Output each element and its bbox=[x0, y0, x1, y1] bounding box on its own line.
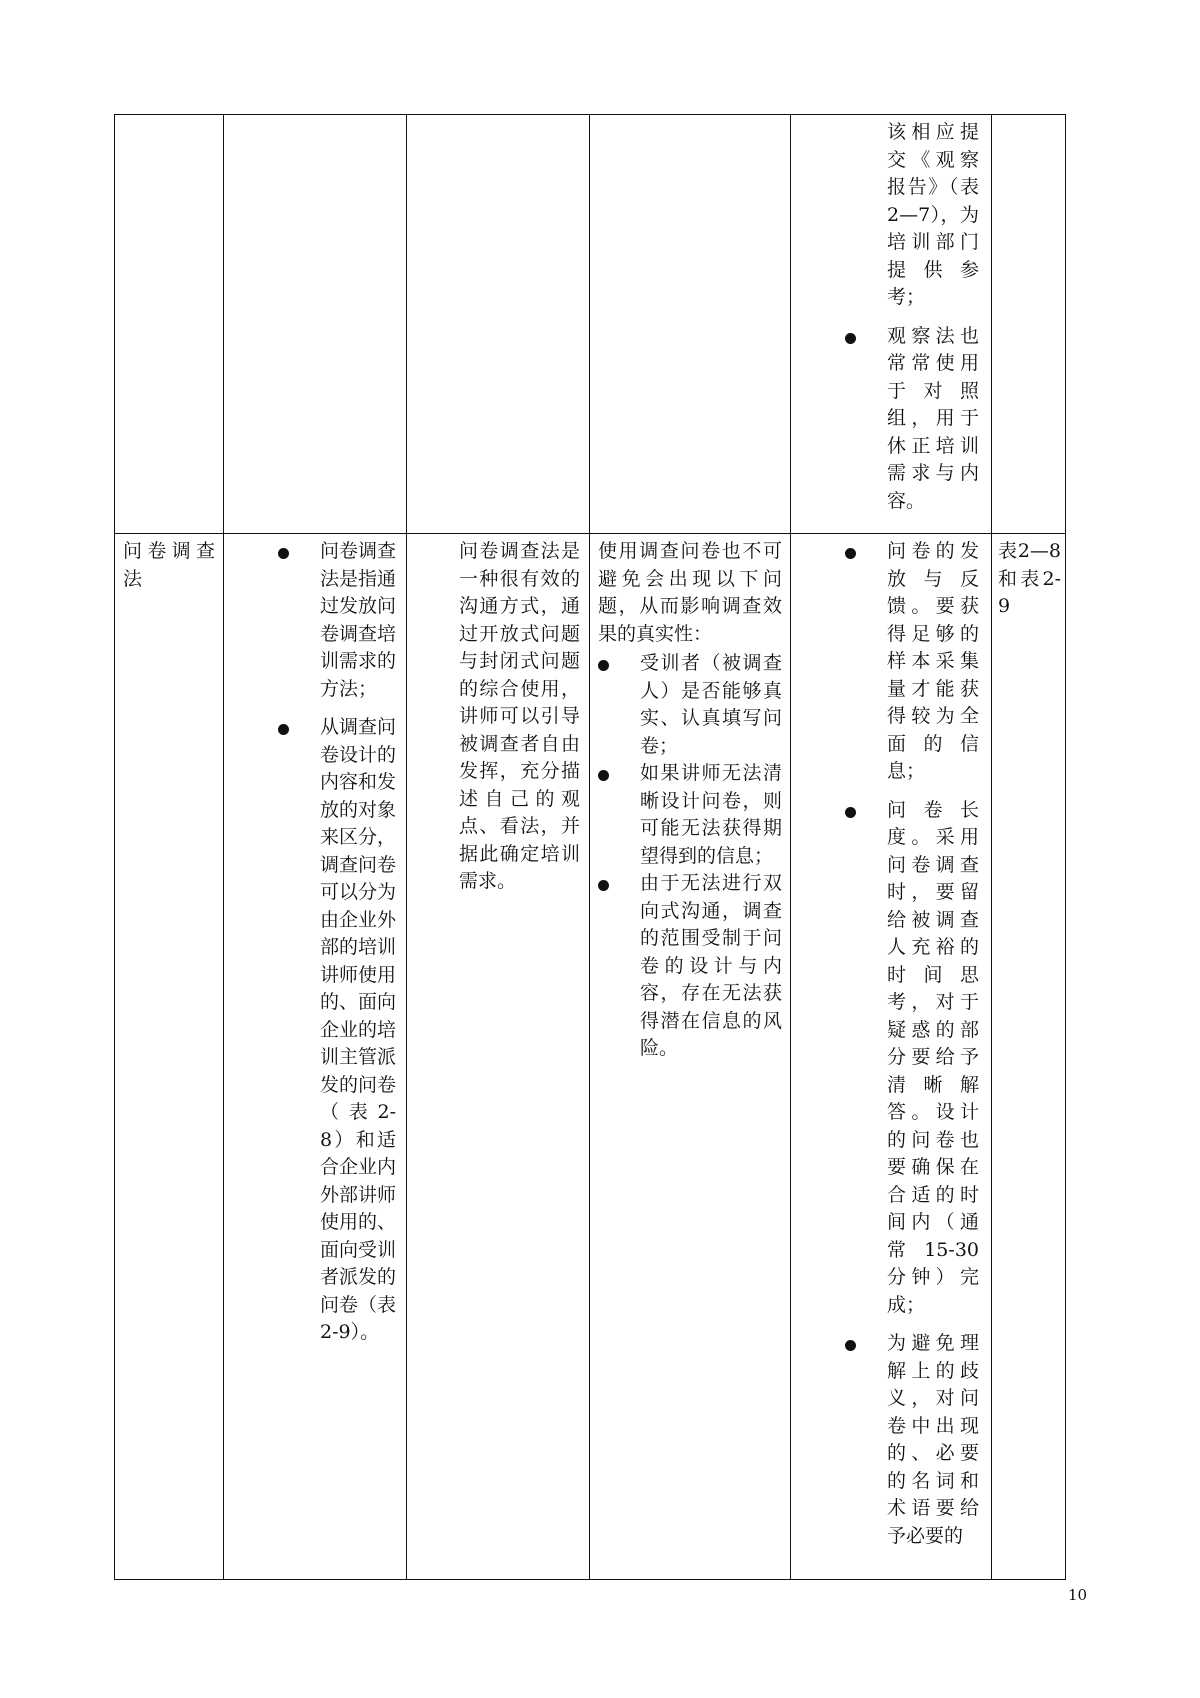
bullet-icon bbox=[598, 880, 609, 891]
list-item: 问卷的发放与反馈。要获得足够的样本采集量才能获得较为全面的信息； bbox=[845, 538, 979, 786]
list-item: 如果讲师无法清晰设计问卷，则可能无法获得期望得到的信息； bbox=[598, 760, 782, 870]
method-name-cell bbox=[115, 534, 224, 1580]
issue-intro: 使用调查问卷也不可避免会出现以下问题，从而影响调查效果的真实性： bbox=[598, 540, 782, 645]
reference-tables: 表2—8和表2-9 bbox=[998, 540, 1061, 617]
list-item: 由于无法进行双向式沟通，调查的范围受制于问卷的设计与内容，存在无法获得潜在信息的风险。 bbox=[598, 870, 782, 1063]
table-cell bbox=[407, 115, 590, 534]
table-cell bbox=[224, 115, 407, 534]
content-table bbox=[114, 114, 1066, 1580]
list-item: 问卷长度。采用问卷调查时，要留给被调查人充裕的时间思考，对于疑惑的部分要给予清晰解答。设计的问卷也要确保在合适的时间内（通常15-30分钟）完成； bbox=[845, 797, 979, 1320]
bullet-icon bbox=[845, 1340, 856, 1351]
method-advantage-cell bbox=[407, 534, 590, 1580]
list-item: 为避免理解上的歧义，对问卷中出现的、必要的名词和术语要给予必要的 bbox=[845, 1330, 979, 1550]
table-cell bbox=[590, 115, 791, 534]
method-definition-cell bbox=[224, 534, 407, 1580]
method-name: 问卷调查法 bbox=[123, 540, 215, 590]
bullet-icon bbox=[278, 548, 289, 559]
list-item: 受训者（被调查人）是否能够真实、认真填写问卷； bbox=[598, 650, 782, 760]
table-cell bbox=[115, 115, 224, 534]
table-cell bbox=[992, 115, 1066, 534]
bullet-icon bbox=[278, 724, 289, 735]
method-notes-cell bbox=[791, 534, 992, 1580]
table-row bbox=[115, 115, 1066, 534]
bullet-icon bbox=[845, 333, 856, 344]
reference-table-cell bbox=[992, 534, 1066, 1580]
method-issue-cell bbox=[590, 534, 791, 1580]
page-number: 10 bbox=[1068, 1586, 1088, 1604]
table-cell bbox=[791, 115, 992, 534]
list-item: 观察法也常常使用于对照组，用于休正培训需求与内容。 bbox=[845, 323, 979, 516]
bullet-icon bbox=[598, 660, 609, 671]
list-item: 问卷调查法是指通过发放问卷调查培训需求的方法； bbox=[278, 538, 396, 703]
bullet-icon bbox=[845, 807, 856, 818]
list-item: 从调查问卷设计的内容和发放的对象来区分，调查问卷可以分为由企业外部的培训讲师使用的、面向企业的培训主管派发的问卷（表2-8）和适合企业内外部讲师使用的、面向受训者派发的问卷（表2-9）。 bbox=[278, 714, 396, 1347]
bullet-icon bbox=[598, 770, 609, 781]
bullet-icon bbox=[845, 548, 856, 559]
table-row bbox=[115, 534, 1066, 1580]
continued-text: 该相应提交《观察报告》（表2—7），为培训部门提供参考； bbox=[887, 121, 979, 308]
advantage-text: 问卷调查法是一种很有效的沟通方式，通过开放式问题与封闭式问题的综合使用，讲师可以引导被调查者自由发挥，充分描述自己的观点、看法，并据此确定培训需求。 bbox=[459, 540, 580, 892]
